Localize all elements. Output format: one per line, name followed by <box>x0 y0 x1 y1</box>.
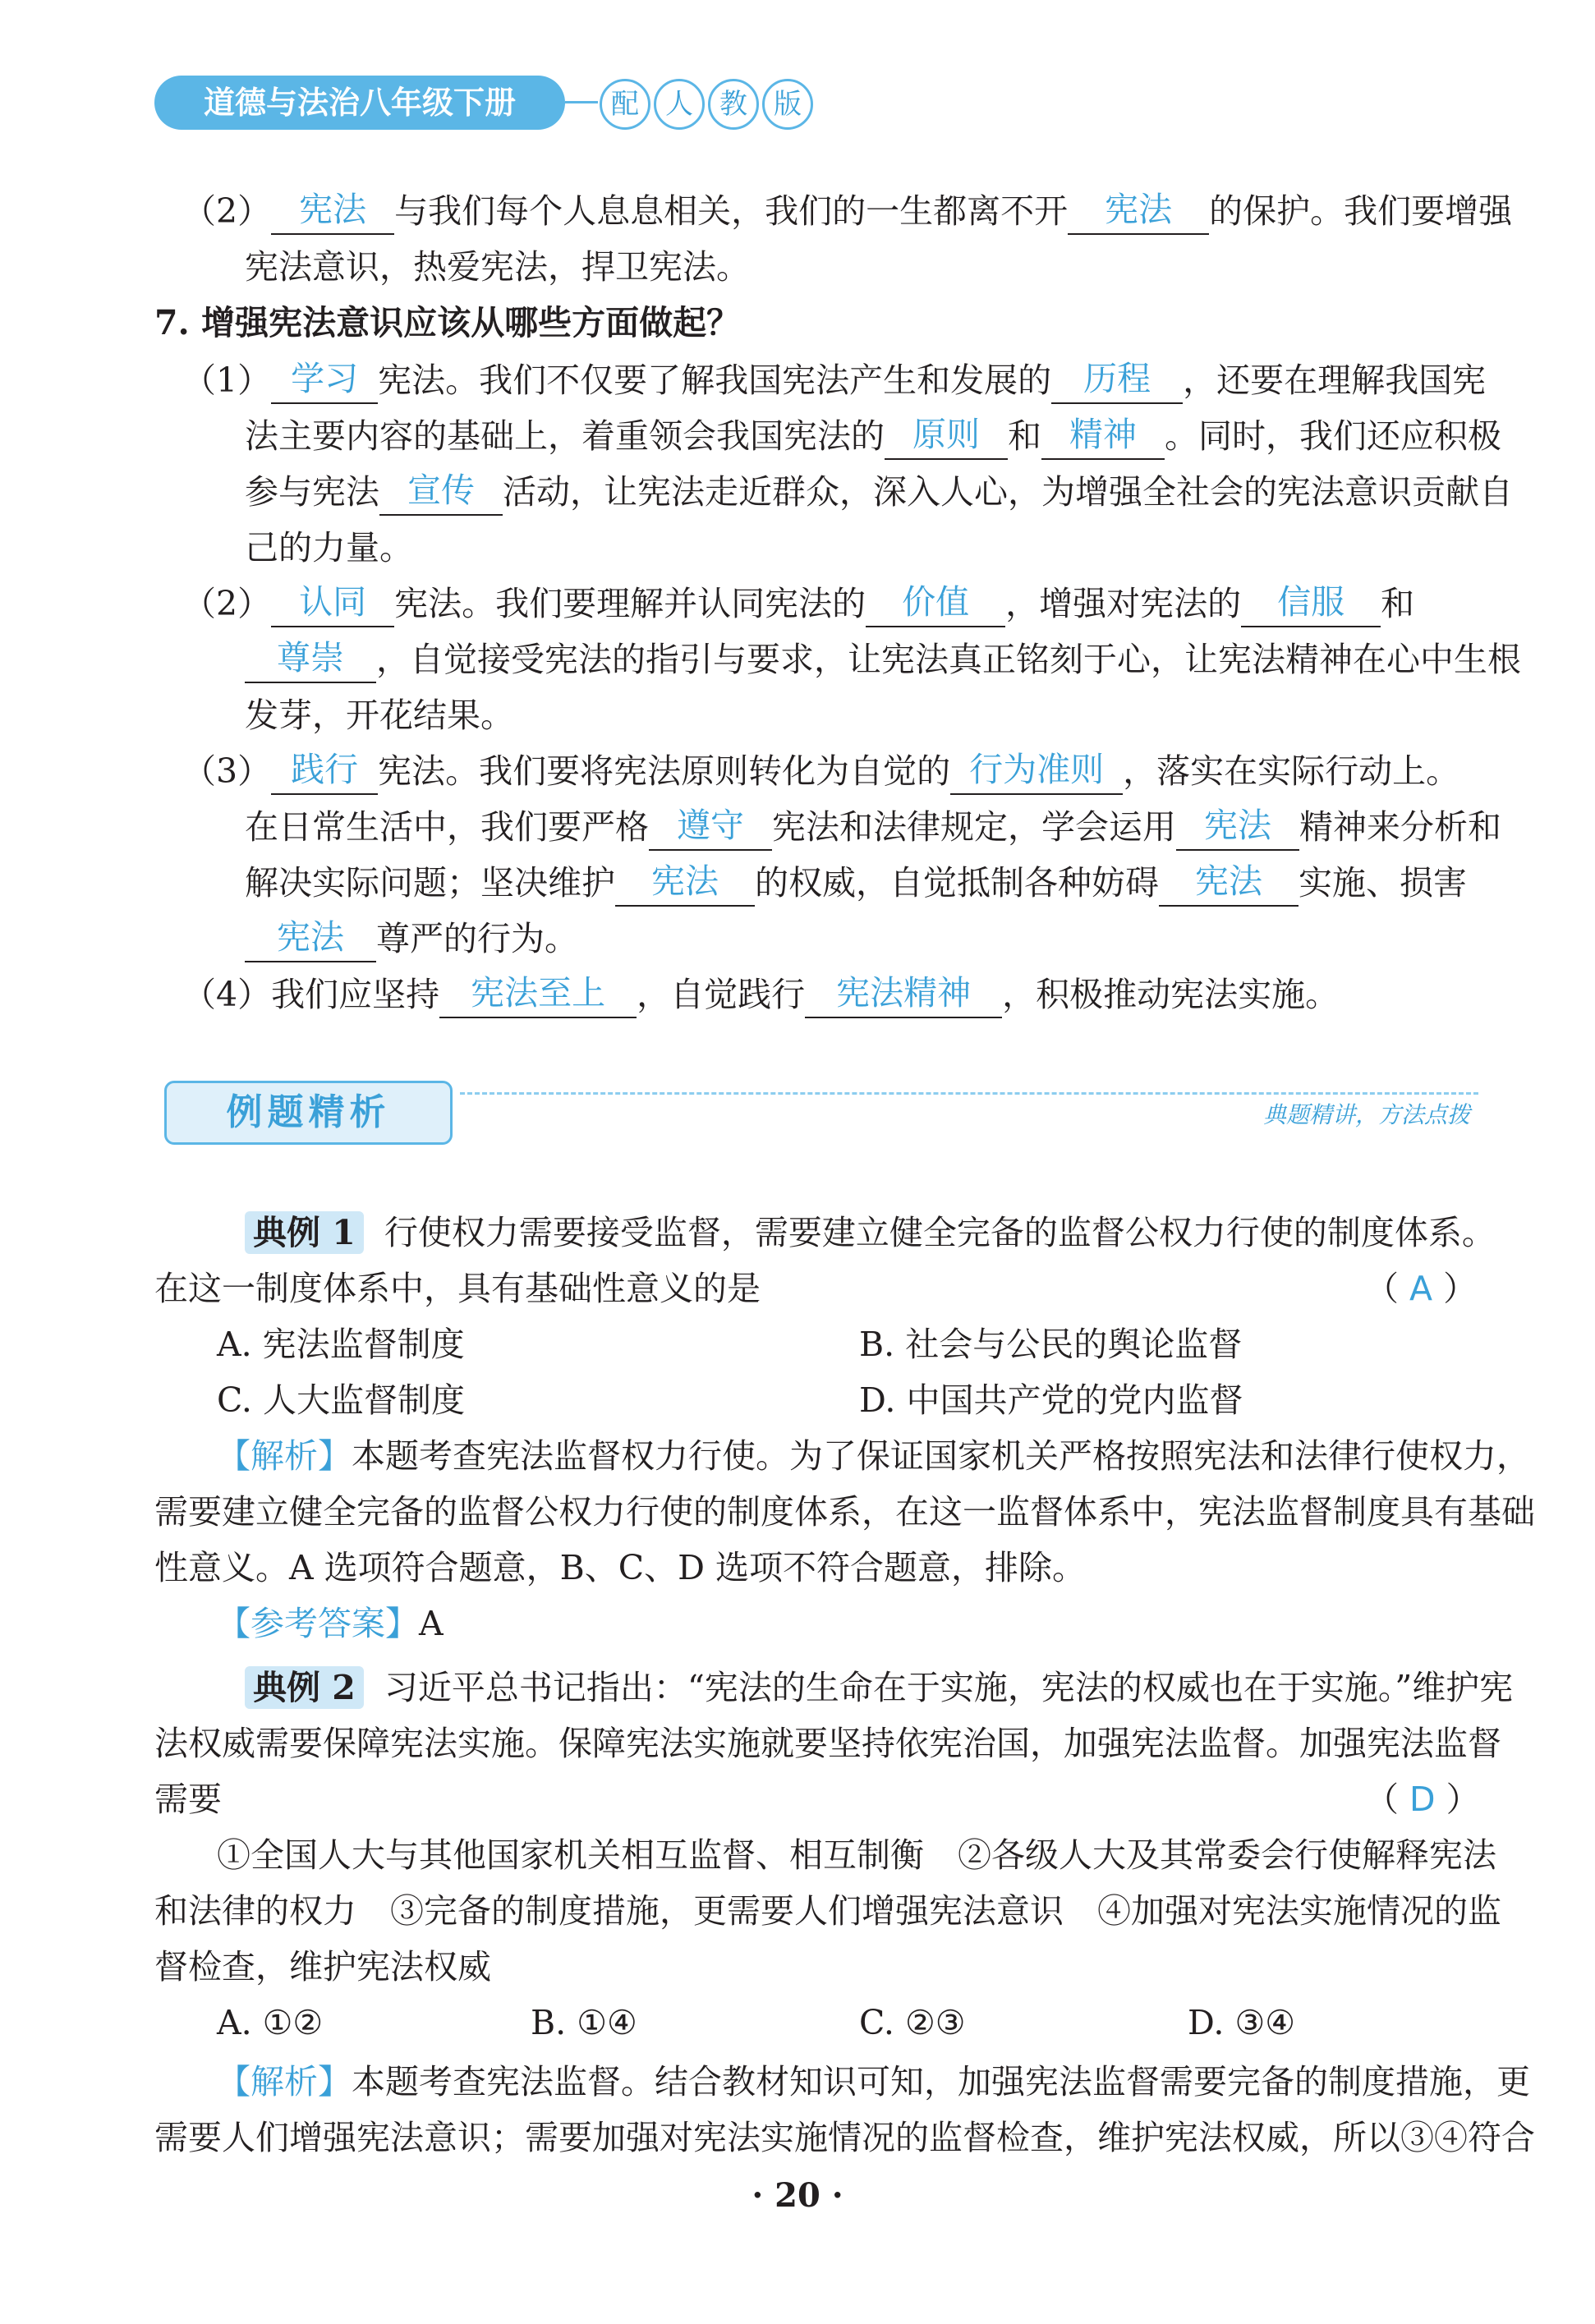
ex1-options-row2 <box>0 1371 1595 1429</box>
answer: D <box>1409 1780 1436 1819</box>
blank: 原则 <box>885 411 1008 460</box>
blank: 历程 <box>1051 355 1183 404</box>
edition-char-3: 教 <box>708 79 759 130</box>
analysis-tag: 【解析】 <box>217 2062 352 2101</box>
blank: 宪法精神 <box>805 969 1002 1018</box>
page-number: · 20 · <box>752 2176 843 2215</box>
q7-2-line3: 发芽，开花结果。 <box>245 696 514 735</box>
q7-1-line4: 己的力量。 <box>245 528 413 567</box>
q7-3-line3: 解决实际问题；坚决维护 宪法 的权威，自觉抵制各种妨碍 宪法 实施、损害 <box>0 854 1595 912</box>
ex1-analysis-line2: 需要建立健全完备的监督公权力行使的制度体系，在这一监督体系中，宪法监督制度具有基础 <box>154 1492 1535 1532</box>
edition-char-1: 配 <box>600 79 650 130</box>
option-d: D. ③④ <box>1188 2003 1295 2042</box>
ex2-statements-line1: ①全国人大与其他国家机关相互监督、相互制衡 ②各级人大及其常委会行使解释宪法 <box>217 1835 1496 1875</box>
ex2-line2: 法权威需要保障宪法实施。保障宪法实施就要坚持依宪治国，加强宪法监督。加强宪法监督 <box>154 1724 1501 1763</box>
example-label: 典例 2 <box>245 1666 364 1709</box>
blank: 宪法 <box>615 857 755 907</box>
blank: 行为准则 <box>950 746 1123 795</box>
option-b: B. 社会与公民的舆论监督 <box>859 1325 1243 1364</box>
blank: 宪法 <box>1176 801 1299 851</box>
blank: 价值 <box>866 578 1005 627</box>
blank: 宪法 <box>1159 857 1299 907</box>
ex1-reference: 【参考答案】A <box>217 1604 444 1643</box>
ex2-statements-line2: 和法律的权力 ③完备的制度措施，更需要人们增强宪法意识 ④加强对宪法实施情况的监 <box>154 1891 1501 1931</box>
section-divider <box>460 1092 1478 1095</box>
option-c: C. ②③ <box>859 2003 966 2042</box>
ex2-analysis-line1: 【解析】本题考查宪法监督。结合教材知识可知，加强宪法监督需要完备的制度措施，更 <box>217 2062 1530 2101</box>
analysis-tag: 【解析】 <box>217 1436 352 1476</box>
book-title-banner: 道德与法治八年级下册 <box>154 76 565 130</box>
blank: 宪法 <box>271 186 394 235</box>
q7-1-line1: （1） 学习 宪法。我们不仅要了解我国宪法产生和发展的 历程 ，还要在理解我国宪 <box>0 351 1595 409</box>
ex1-line1: 典例 1 行使权力需要接受监督，需要建立健全完备的监督公权力行使的制度体系。 <box>0 1204 1595 1261</box>
blank: 宪法 <box>245 913 376 962</box>
ex2-line3: 需要 （ D ） <box>154 1780 1480 1819</box>
answer: A <box>1409 1269 1433 1308</box>
ex1-options-row1 <box>0 1316 1595 1373</box>
q7-3-line2: 在日常生活中，我们要严格 遵守 宪法和法律规定，学会运用 宪法 精神来分析和 <box>0 798 1595 856</box>
ex1-analysis-line1: 【解析】本题考查宪法监督权力行使。为了保证国家机关严格按照宪法和法律行使权力， <box>217 1436 1530 1476</box>
section-subtitle: 典题精讲，方法点拨 <box>1262 1101 1470 1128</box>
blank: 精神 <box>1041 411 1165 460</box>
option-a: A. ①② <box>217 2003 324 2042</box>
reference-tag: 【参考答案】 <box>217 1604 419 1643</box>
q7-4-line1: （4）我们应坚持 宪法至上 ，自觉践行 宪法精神 ，积极推动宪法实施。 <box>0 966 1595 1023</box>
ex2-options <box>0 1994 1595 2051</box>
q7-1-line3: 参与宪法 宣传 活动，让宪法走近群众，深入人心，为增强全社会的宪法意识贡献自 <box>0 463 1595 521</box>
blank: 践行 <box>271 746 378 795</box>
section-title: 例题精析 <box>164 1081 453 1145</box>
ex2-statements-line3: 督检查，维护宪法权威 <box>154 1947 491 1986</box>
blank: 宣传 <box>379 466 503 516</box>
blank: 信服 <box>1241 578 1381 627</box>
edition-char-4: 版 <box>762 79 813 130</box>
ex2-line1: 典例 2 习近平总书记指出：“宪法的生命在于实施，宪法的权威也在于实施。”维护宪 <box>0 1659 1595 1716</box>
blank: 宪法至上 <box>439 969 637 1018</box>
option-d: D. 中国共产党的党内监督 <box>859 1380 1243 1420</box>
ex1-line2: 在这一制度体系中，具有基础性意义的是 （ A ） <box>154 1269 1478 1308</box>
blank: 遵守 <box>649 801 772 851</box>
q7-1-line2: 法主要内容的基础上，着重领会我国宪法的 原则 和 精神 。同时，我们还应积极 <box>0 407 1595 465</box>
blank: 认同 <box>271 578 394 627</box>
banner-connector <box>565 101 598 103</box>
example-label: 典例 1 <box>245 1211 364 1254</box>
q7-3-line1: （3） 践行 宪法。我们要将宪法原则转化为自觉的 行为准则 ，落实在实际行动上。 <box>0 742 1595 800</box>
ex2-analysis-line2: 需要人们增强宪法意识；需要加强对宪法实施情况的监督检查，维护宪法权威，所以③④符合 <box>154 2118 1535 2157</box>
q7-2-line1: （2） 认同 宪法。我们要理解并认同宪法的 价值 ，增强对宪法的 信服 和 <box>0 575 1595 632</box>
q7-3-line4: 宪法 尊严的行为。 <box>0 910 1595 967</box>
option-b: B. ①④ <box>531 2003 637 2042</box>
q6-2-line2: 宪法意识，热爱宪法，捍卫宪法。 <box>245 247 750 287</box>
q6-2-line1: （2） 宪法 与我们每个人息息相关，我们的一生都离不开 宪法 的保护。我们要增强 <box>0 182 1595 240</box>
edition-char-2: 人 <box>654 79 705 130</box>
blank: 尊崇 <box>245 634 376 683</box>
blank: 宪法 <box>1068 186 1209 235</box>
blank: 学习 <box>271 355 378 404</box>
ex1-analysis-line3: 性意义。A 选项符合题意，B、C、D 选项不符合题意，排除。 <box>154 1548 1087 1587</box>
option-c: C. 人大监督制度 <box>217 1380 465 1420</box>
q7-title: 7. 增强宪法意识应该从哪些方面做起？ <box>154 303 741 342</box>
q7-2-line2: 尊崇 ，自觉接受宪法的指引与要求，让宪法真正铭刻于心，让宪法精神在心中生根 <box>0 631 1595 688</box>
option-a: A. 宪法监督制度 <box>217 1325 465 1364</box>
